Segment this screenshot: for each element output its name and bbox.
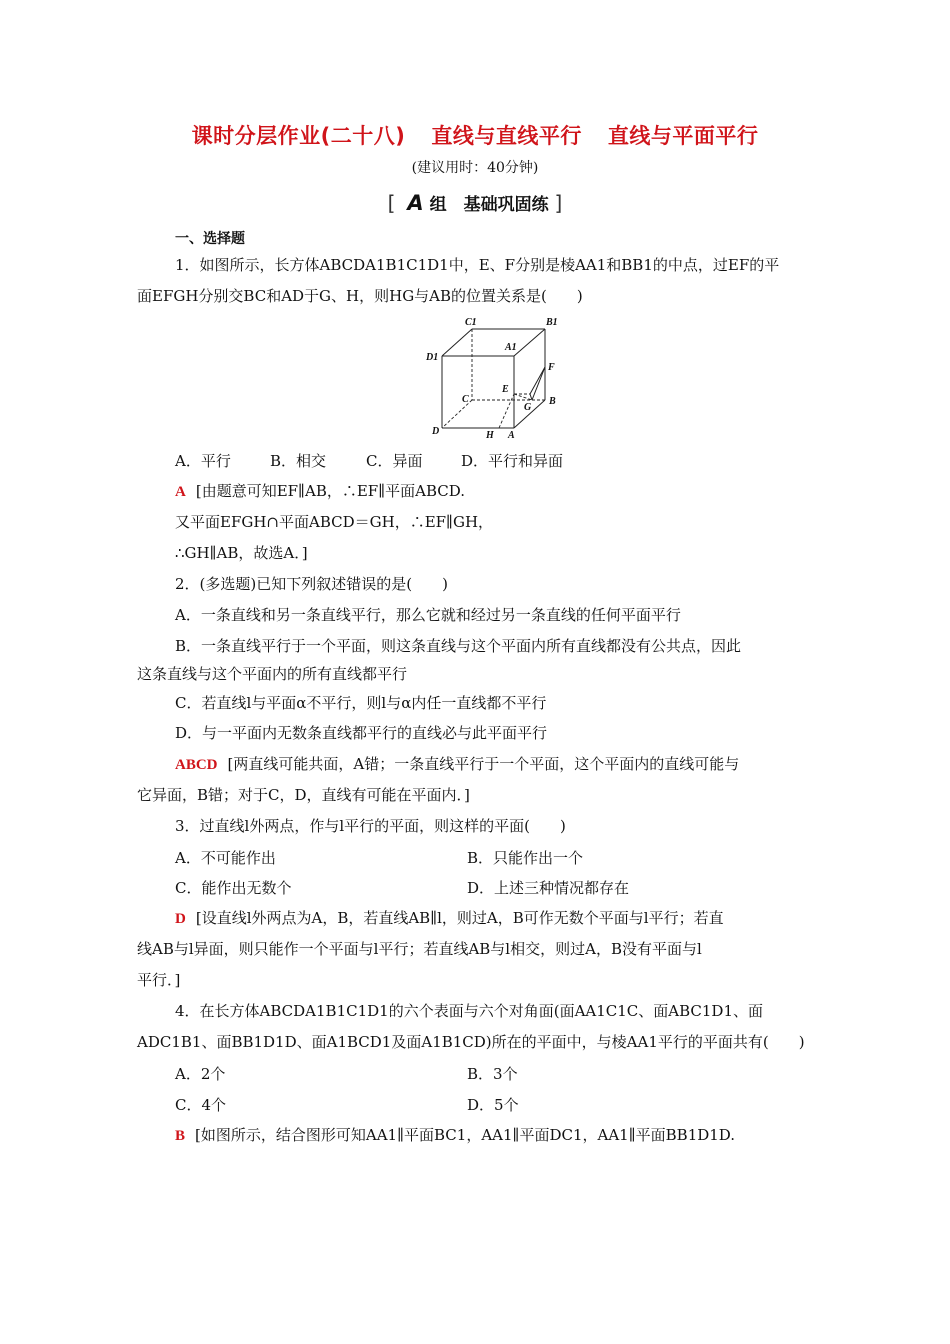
q3-choice-b: B．只能作出一个 bbox=[467, 849, 584, 867]
q1-choice-c: C．异面 bbox=[366, 452, 423, 470]
label-b1: B1 bbox=[546, 317, 558, 328]
title-part-3: 直线与平面平行 bbox=[607, 124, 759, 148]
label-f: F bbox=[548, 362, 555, 373]
label-a1: A1 bbox=[505, 342, 517, 353]
q4-answer: B bbox=[175, 1128, 186, 1144]
label-c1: C1 bbox=[465, 317, 477, 328]
q1-line2: 面EFGH分别交BC和AD于G、H，则HG与AB的位置关系是( ) bbox=[137, 287, 583, 305]
q3-choice-d: D．上述三种情况都存在 bbox=[467, 879, 630, 897]
q2-explanation-2: 它异面，B错；对于C，D，直线有可能在平面内．] bbox=[137, 786, 470, 804]
q2-line1: 2．(多选题)已知下列叙述错误的是( ) bbox=[175, 575, 448, 593]
q4-line2: ADC1B1、面BB1D1D、面A1BCD1及面A1B1CD)所在的平面中，与棱AA1平行的平面共有( ) bbox=[137, 1033, 805, 1051]
q2-exp1-text: [两直线可能共面，A错；一条直线平行于一个平面，这个平面内的直线可能与 bbox=[227, 755, 740, 773]
q4-explanation-1 bbox=[175, 1125, 735, 1146]
title-part-2: 直线与直线平行 bbox=[431, 124, 582, 148]
section-heading: 一、选择题 bbox=[175, 231, 245, 247]
page-title bbox=[0, 120, 950, 150]
q2-choice-b-line1: B．一条直线平行于一个平面，则这条直线与这个平面内所有直线都没有公共点，因此 bbox=[175, 637, 742, 655]
label-e: E bbox=[502, 384, 509, 395]
group-heading bbox=[0, 190, 950, 215]
q4-choice-d: D．5个 bbox=[467, 1096, 519, 1114]
label-b: B bbox=[549, 396, 556, 407]
q3-explanation-3: 平行．] bbox=[137, 971, 181, 989]
q2-choice-c: C．若直线l与平面α不平行，则l与α内任一直线都不平行 bbox=[175, 694, 547, 712]
q3-choice-c: C．能作出无数个 bbox=[175, 879, 292, 897]
q1-choice-d: D．平行和异面 bbox=[461, 452, 564, 470]
q1-choice-a: A．平行 bbox=[175, 452, 231, 470]
q4-choice-c: C．4个 bbox=[175, 1096, 227, 1114]
q1-exp1-text: [由题意可知EF∥AB，∴EF∥平面ABCD. bbox=[195, 482, 465, 500]
q3-explanation-1 bbox=[175, 908, 724, 929]
cuboid-figure bbox=[420, 312, 570, 444]
title-part-1: 课时分层作业(二十八) bbox=[191, 124, 406, 148]
q1-answer: A bbox=[175, 484, 186, 500]
group-bracket-left: [ bbox=[387, 191, 396, 215]
q1-choice-b: B．相交 bbox=[270, 452, 327, 470]
q2-choice-a: A．一条直线和另一条直线平行，那么它就和经过另一条直线的任何平面平行 bbox=[175, 606, 681, 624]
q3-line1: 3．过直线l外两点，作与l平行的平面，则这样的平面( ) bbox=[175, 817, 566, 835]
q2-explanation-1 bbox=[175, 754, 739, 775]
q1-explanation-2: 又平面EFGH∩平面ABCD＝GH，∴EF∥GH， bbox=[175, 513, 494, 531]
q1-explanation-1 bbox=[175, 481, 465, 502]
label-h: H bbox=[486, 430, 494, 441]
label-d: D bbox=[432, 426, 440, 437]
label-c: C bbox=[462, 394, 469, 405]
group-a-logo: A bbox=[407, 191, 424, 215]
q3-choice-a: A．不可能作出 bbox=[175, 849, 276, 867]
group-bracket-right: ] bbox=[554, 191, 563, 215]
q4-line1: 4．在长方体ABCDA1B1C1D1的六个表面与六个对角面(面AA1C1C、面ABC1D1、面 bbox=[175, 1002, 763, 1020]
q1-line1: 1．如图所示，长方体ABCDA1B1C1D1中，E、F分别是棱AA1和BB1的中点，过EF的平 bbox=[175, 256, 780, 274]
label-a: A bbox=[508, 430, 515, 441]
q1-explanation-3: ∴GH∥AB，故选A．] bbox=[175, 544, 308, 562]
q3-answer: D bbox=[175, 911, 186, 927]
q2-choice-b-line2: 这条直线与这个平面内的所有直线都平行 bbox=[137, 665, 408, 683]
label-d1: D1 bbox=[426, 352, 439, 363]
suggested-time: (建议用时：40分钟) bbox=[411, 160, 539, 176]
group-label: 组 基础巩固练 bbox=[429, 195, 549, 215]
label-g: G bbox=[524, 402, 532, 413]
q2-choice-d: D．与一平面内无数条直线都平行的直线必与此平面平行 bbox=[175, 724, 548, 742]
q3-explanation-2: 线AB与l异面，则只能作一个平面与l平行；若直线AB与l相交，则过A，B没有平面与l bbox=[137, 940, 702, 958]
q4-choice-b: B．3个 bbox=[467, 1065, 518, 1083]
q3-exp1-text: [设直线l外两点为A，B，若直线AB∥l，则过A，B可作无数个平面与l平行；若直 bbox=[195, 909, 724, 927]
q4-choice-a: A．2个 bbox=[175, 1065, 226, 1083]
q4-exp1-text: [如图所示，结合图形可知AA1∥平面BC1，AA1∥平面DC1，AA1∥平面BB1D1D. bbox=[195, 1126, 736, 1144]
q2-answer: ABCD bbox=[175, 757, 218, 773]
